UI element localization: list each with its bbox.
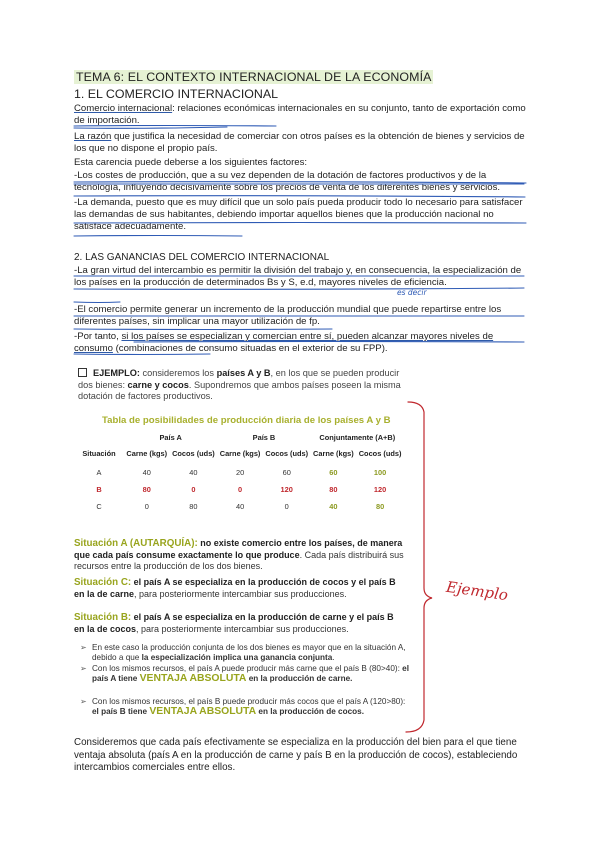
definition-text: : relaciones económicas internacionales en su conjunto, tanto de exportación como de importación. <box>74 103 526 127</box>
table-subheader <box>74 442 404 464</box>
intro-e: . Supondremos que ambos países poseen la misma dotación de factores productivos. <box>78 379 401 402</box>
reason-text: que justifica la necesidad de comerciar con otros países es la obtención de bienes y servicios de los que no dispone el propio país. <box>74 131 525 155</box>
group-conjunto: Conjuntamente (A+B) <box>319 432 396 442</box>
handwritten-ejemplo: Ejemplo <box>445 577 510 605</box>
bullet3-c: en la producción de cocos. <box>256 707 364 717</box>
point3-lead: -Por tanto, <box>74 331 122 342</box>
bullet3-b: el país B tiene <box>92 707 150 717</box>
bullet1-c: . <box>332 653 335 663</box>
table-caption: Tabla de posibilidades de producción diaria de los países A y B <box>102 415 391 426</box>
cell: 80 <box>375 502 385 511</box>
factor-costs: -Los costes de producción, que a su vez dependen de la dotación de factores productivos y de la tecnología, influyendo decisivamente sobre los precios de venta de los diferentes bienes y servicios. <box>74 170 501 194</box>
cell: 0 <box>144 502 149 511</box>
group-pais-a: País A <box>159 432 182 442</box>
section2-point2: -El comercio permite generar un incremento de la producción mundial que puede repartirse entre los diferentes países, sin implicar una mayor utilización de fp. <box>74 304 502 328</box>
bullet-item <box>80 664 414 685</box>
row-situation: A <box>96 468 102 477</box>
situation-b-bold: el país A se especializa en la producción de carne y el país B en la de cocos <box>74 612 394 634</box>
arrow-bullet-icon: ➢ <box>80 643 87 652</box>
cell: 40 <box>189 468 198 477</box>
cell: 0 <box>238 485 243 494</box>
conclusion-paragraph: Consideremos que cada país efectivamente se especializa en la producción del bien para el que tiene ventaja absoluta (país A en la producción de carne y país B en la producción de cocos), estableciendo intercambios comerciales entre ellos. <box>74 737 518 774</box>
arrow-bullet-icon: ➢ <box>80 697 87 706</box>
bullet1-a: En este caso la producción conjunta de los dos bienes es mayor que en la situación A, debido a que <box>92 643 406 663</box>
situation-a <box>74 538 404 573</box>
bullet-item <box>80 697 414 718</box>
situation-a-rest: . Cada país distribuirá sus recursos entre la producción de los dos bienes. <box>74 549 404 572</box>
bullet3-big: VENTAJA ABSOLUTA <box>149 706 257 718</box>
table-row <box>74 481 404 498</box>
intro-c: , en los que se pueden producir dos bienes: <box>78 368 400 390</box>
cell: 40 <box>142 468 151 477</box>
cell: 20 <box>235 468 245 477</box>
cell: 80 <box>189 502 198 511</box>
section2-heading: 2. LAS GANANCIAS DEL COMERCIO INTERNACIONAL <box>74 252 330 263</box>
factor-demand: -La demanda, puesto que es muy difícil que un solo país pueda producir todo lo necesario para satisfacer las demandas de sus habitantes, debiendo importar aquellos bienes que la producción nacional no satisface adecuadamente. <box>74 197 523 233</box>
situation-a-title: Situación A (AUTARQUÍA): <box>74 538 198 549</box>
table-row <box>74 464 404 481</box>
page-title: TEMA 6: EL CONTEXTO INTERNACIONAL DE LA ECONOMÍA <box>76 70 432 84</box>
intro-b: países A y B <box>216 368 271 378</box>
bullet2-big: VENTAJA ABSOLUTA <box>139 673 247 685</box>
situation-c-bold: el país A se especializa en la producción de cocos y el país B en la de carne <box>74 577 396 599</box>
sub-header: Cocos (uds) <box>265 448 309 458</box>
handwritten-es-decir: es decir <box>397 288 427 297</box>
cell: 120 <box>280 485 293 494</box>
situation-b-rest: , para posteriormente intercambiar sus producciones. <box>136 623 349 634</box>
col-situacion: Situación <box>82 448 116 458</box>
example-label: EJEMPLO: <box>93 368 140 378</box>
section2-point3 <box>74 331 526 355</box>
situation-b-title: Situación B: <box>74 612 132 623</box>
intro-a: consideremos los <box>139 368 217 378</box>
section2-point1: -La gran virtud del intercambio es permitir la división del trabajo y, en consecuencia, la especialización de los países en la producción de determinados Bs y S, e.d, mayores niveles de eficiencia. <box>74 265 522 289</box>
situation-c <box>74 577 404 600</box>
reason-paragraph <box>74 131 526 155</box>
reason-term: La razón <box>74 131 112 142</box>
example-intro <box>78 368 408 403</box>
bullet2-b: el país A tiene <box>92 664 409 684</box>
table-row <box>74 498 404 515</box>
checkbox-square-icon <box>78 368 87 377</box>
cell: 80 <box>329 485 338 494</box>
definition-term: Comercio internacional <box>74 103 173 114</box>
table-group-header <box>74 432 404 442</box>
cell: 0 <box>191 485 196 494</box>
definition-paragraph <box>74 103 526 127</box>
bullet1-b: la especialización implica una ganancia conjunta <box>141 653 333 663</box>
row-situation: C <box>96 502 102 511</box>
production-table <box>74 432 404 515</box>
situation-c-rest: , para posteriormente intercambiar sus producciones. <box>134 588 347 599</box>
cell: 60 <box>282 468 291 477</box>
cell: 60 <box>329 468 338 477</box>
section1-heading: 1. EL COMERCIO INTERNACIONAL <box>74 87 279 101</box>
factors-intro: Esta carencia puede deberse a los siguientes factores: <box>74 157 308 168</box>
cell: 40 <box>235 502 245 511</box>
cell: 120 <box>373 485 387 494</box>
point3-tail: (combinaciones de consumo situadas en el exterior de su FPP). <box>112 343 388 355</box>
bullet-item <box>80 643 414 664</box>
cell: 0 <box>284 502 289 511</box>
bullet2-c: en la producción de carne. <box>246 674 353 684</box>
cell: 80 <box>142 485 151 494</box>
row-situation: B <box>96 485 102 494</box>
intro-d: carne y cocos <box>127 379 189 390</box>
cell: 40 <box>329 502 338 511</box>
sub-header: Carne (kgs) <box>126 448 168 458</box>
bullet3-a: Con los mismos recursos, el país B puede producir más cocos que el país A (120>80): <box>92 697 406 706</box>
sub-header: Carne (kgs) <box>219 448 261 458</box>
situation-c-title: Situación C: <box>74 577 132 588</box>
sub-header: Carne (kgs) <box>313 448 354 458</box>
arrow-bullet-icon: ➢ <box>80 664 87 673</box>
bullet2-a: Con los mismos recursos, el país A puede producir más carne que el país B (80>40): <box>92 664 403 673</box>
group-pais-b: País B <box>252 432 276 442</box>
cell: 100 <box>373 468 387 477</box>
situation-b <box>74 612 404 635</box>
sub-header: Cocos (uds) <box>172 448 215 458</box>
situation-a-bold: no existe comercio entre los países, de manera que cada país consume exactamente lo que produce <box>74 538 403 560</box>
sub-header: Cocos (uds) <box>358 448 402 458</box>
point3-underlined: si los países se especializan y comercian entre sí, pueden alcanzar mayores niveles de consumo <box>74 331 494 355</box>
